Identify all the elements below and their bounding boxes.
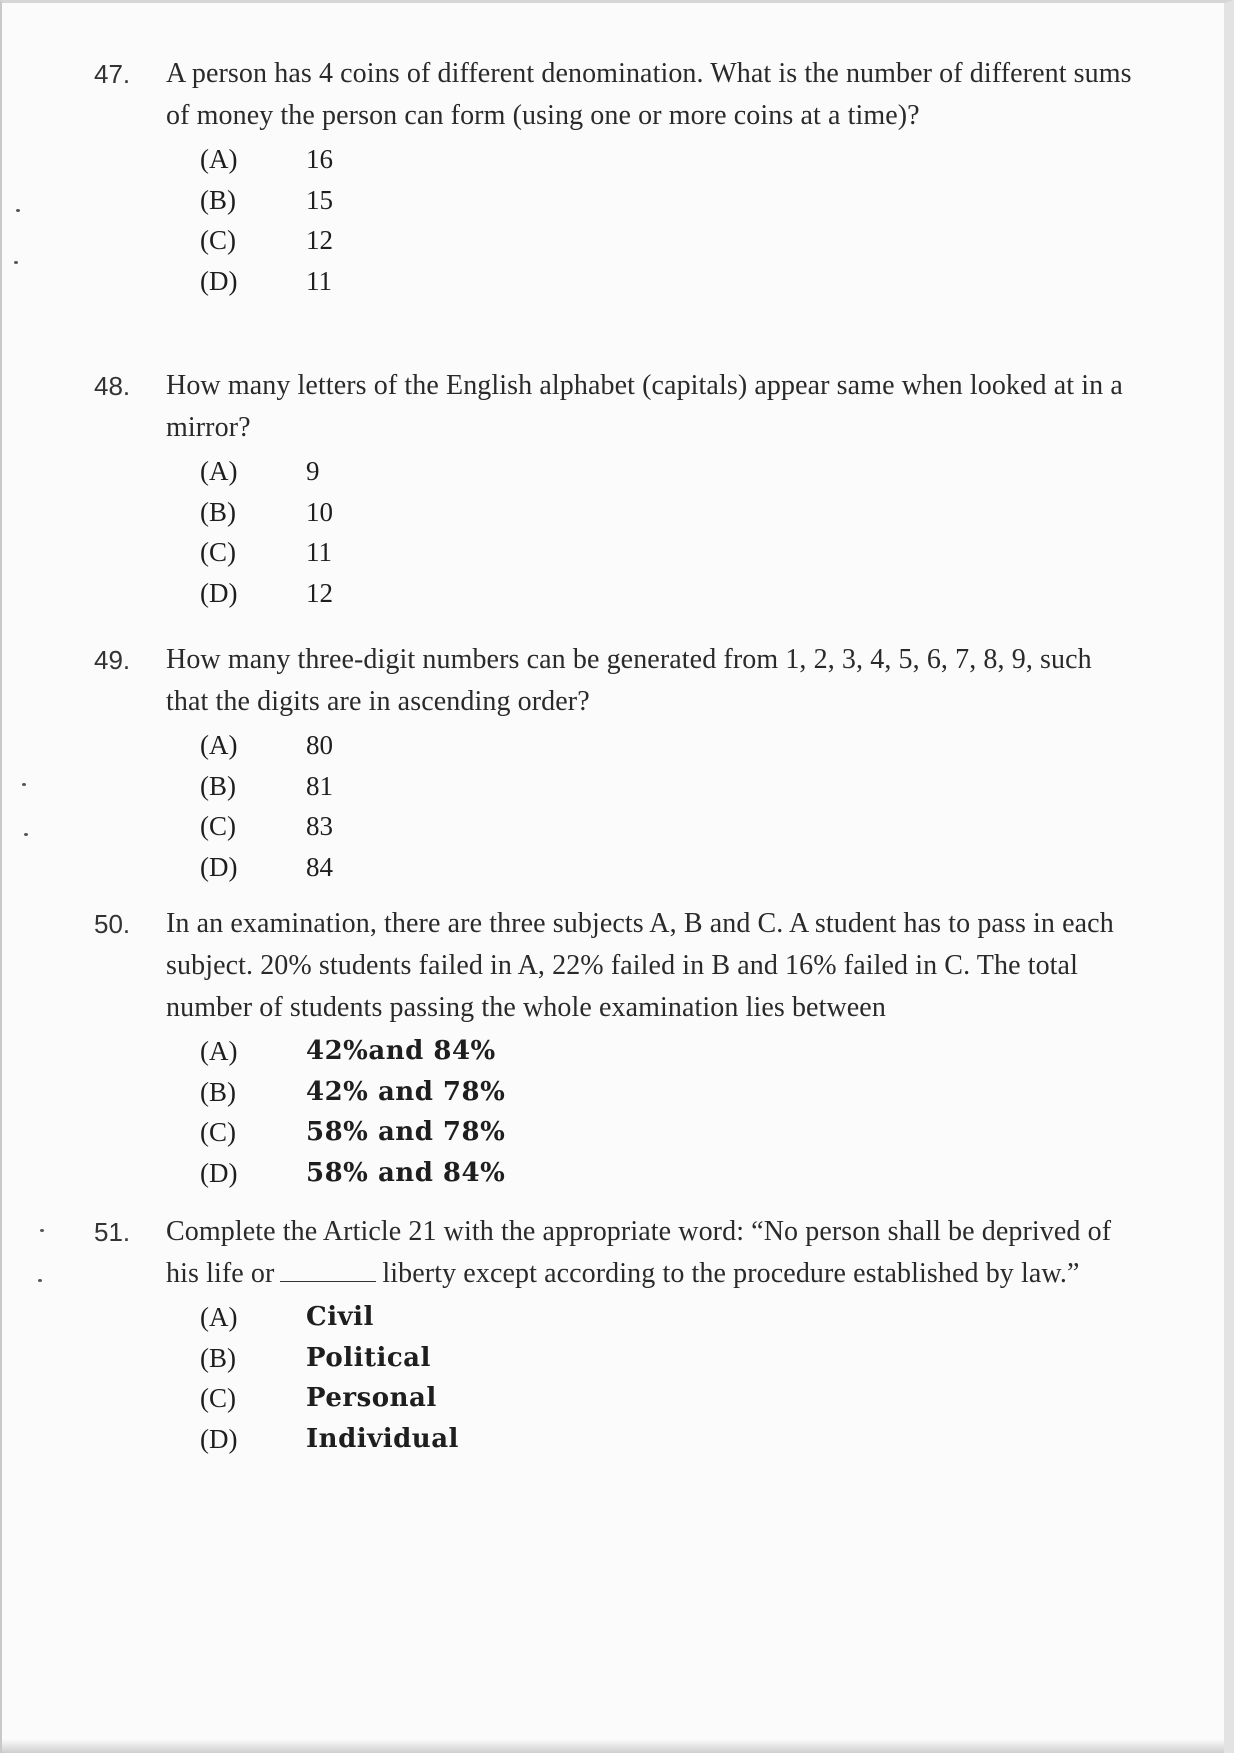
option-b[interactable] <box>200 1338 1134 1379</box>
question-header <box>94 639 1134 723</box>
option-list <box>200 139 1134 301</box>
question-49 <box>94 639 1134 887</box>
option-c[interactable] <box>200 1112 1134 1153</box>
scan-shadow <box>2 1739 1224 1753</box>
scan-speck <box>40 1229 44 1232</box>
question-header <box>94 53 1134 137</box>
option-value: 84 <box>306 851 333 882</box>
option-letter: (D) <box>200 265 238 296</box>
option-letter: (B) <box>200 1076 236 1107</box>
option-c[interactable] <box>200 1378 1134 1419</box>
option-list <box>200 451 1134 613</box>
question-48 <box>94 365 1134 613</box>
question-50 <box>94 903 1134 1193</box>
question-text: How many three-digit numbers can be generated from 1, 2, 3, 4, 5, 6, 7, 8, 9, such that the digits are in ascending order? <box>166 644 1092 717</box>
option-value: 58% and 78% <box>306 1117 506 1147</box>
option-letter: (A) <box>200 1036 238 1066</box>
option-letter: (B) <box>200 184 236 215</box>
question-number: 50. <box>94 909 131 939</box>
option-d[interactable] <box>200 261 1134 302</box>
answer-blank <box>280 1255 376 1282</box>
scan-speck <box>16 209 20 212</box>
question-number: 47. <box>94 59 131 89</box>
option-value: 10 <box>306 496 333 527</box>
option-letter: (D) <box>200 851 238 882</box>
option-value: 9 <box>306 456 320 486</box>
option-letter: (A) <box>200 730 238 760</box>
option-b[interactable] <box>200 766 1134 807</box>
option-d[interactable] <box>200 1419 1134 1460</box>
option-a[interactable] <box>200 1031 1134 1072</box>
option-d[interactable] <box>200 1153 1134 1194</box>
question-header <box>94 365 1134 449</box>
question-47 <box>94 53 1134 301</box>
option-letter: (C) <box>200 1117 236 1147</box>
option-letter: (C) <box>200 537 236 567</box>
option-letter: (B) <box>200 496 236 527</box>
option-letter: (D) <box>200 577 238 608</box>
option-b[interactable] <box>200 492 1134 533</box>
option-letter: (B) <box>200 1342 236 1373</box>
option-value: Political <box>306 1342 431 1373</box>
scan-speck <box>22 783 26 786</box>
question-text: How many letters of the English alphabet (capitals) appear same when looked at in a mirror? <box>166 370 1123 443</box>
option-value: 11 <box>306 265 332 296</box>
scan-speck <box>14 261 18 264</box>
option-value: 15 <box>306 184 333 215</box>
option-value: 11 <box>306 537 332 567</box>
option-a[interactable] <box>200 725 1134 766</box>
option-value: Individual <box>306 1423 459 1454</box>
question-number: 49. <box>94 645 131 675</box>
question-header <box>94 1211 1134 1295</box>
option-value: 12 <box>306 577 333 608</box>
option-d[interactable] <box>200 573 1134 614</box>
option-a[interactable] <box>200 139 1134 180</box>
option-a[interactable] <box>200 451 1134 492</box>
question-number: 48. <box>94 371 131 401</box>
option-value: Civil <box>306 1302 374 1332</box>
option-b[interactable] <box>200 180 1134 221</box>
question-text: A person has 4 coins of different denomination. What is the number of different sums of money the person can form (using one or more coins at a time)? <box>166 58 1132 131</box>
option-c[interactable] <box>200 220 1134 261</box>
option-a[interactable] <box>200 1297 1134 1338</box>
question-text <box>166 1211 1134 1295</box>
option-list <box>200 1031 1134 1193</box>
question-number: 51. <box>94 1217 131 1247</box>
option-value: 81 <box>306 770 333 801</box>
option-list <box>200 1297 1134 1459</box>
option-list <box>200 725 1134 887</box>
option-value: 16 <box>306 144 333 174</box>
option-b[interactable] <box>200 1072 1134 1113</box>
option-letter: (C) <box>200 811 236 841</box>
option-value: Personal <box>306 1383 437 1413</box>
scan-speck <box>38 1279 42 1282</box>
option-letter: (C) <box>200 1383 236 1413</box>
option-value: 58% and 84% <box>306 1157 506 1188</box>
question-51 <box>94 1211 1134 1459</box>
option-letter: (D) <box>200 1423 238 1454</box>
option-letter: (A) <box>200 1302 238 1332</box>
question-text-before-blank: Complete the Article 21 with the appropriate word: “No person shall be deprived of his life or <box>166 1216 1112 1289</box>
question-text: In an examination, there are three subjects A, B and C. A student has to pass in each subject. 20% students failed in A, 22% failed in B and 16% failed in C. The total number of students passing the whole examination lies between <box>166 908 1114 1023</box>
option-letter: (A) <box>200 144 238 174</box>
option-d[interactable] <box>200 847 1134 888</box>
option-c[interactable] <box>200 806 1134 847</box>
option-letter: (B) <box>200 770 236 801</box>
option-value: 42%and 84% <box>306 1036 496 1066</box>
option-letter: (D) <box>200 1157 238 1188</box>
option-c[interactable] <box>200 532 1134 573</box>
scan-speck <box>24 833 28 836</box>
option-value: 80 <box>306 730 333 760</box>
option-letter: (A) <box>200 456 238 486</box>
option-letter: (C) <box>200 225 236 255</box>
option-value: 42% and 78% <box>306 1076 506 1107</box>
question-header <box>94 903 1134 1029</box>
option-value: 83 <box>306 811 333 841</box>
option-value: 12 <box>306 225 333 255</box>
question-text-after-blank: liberty except according to the procedure established by law.” <box>382 1258 1080 1289</box>
